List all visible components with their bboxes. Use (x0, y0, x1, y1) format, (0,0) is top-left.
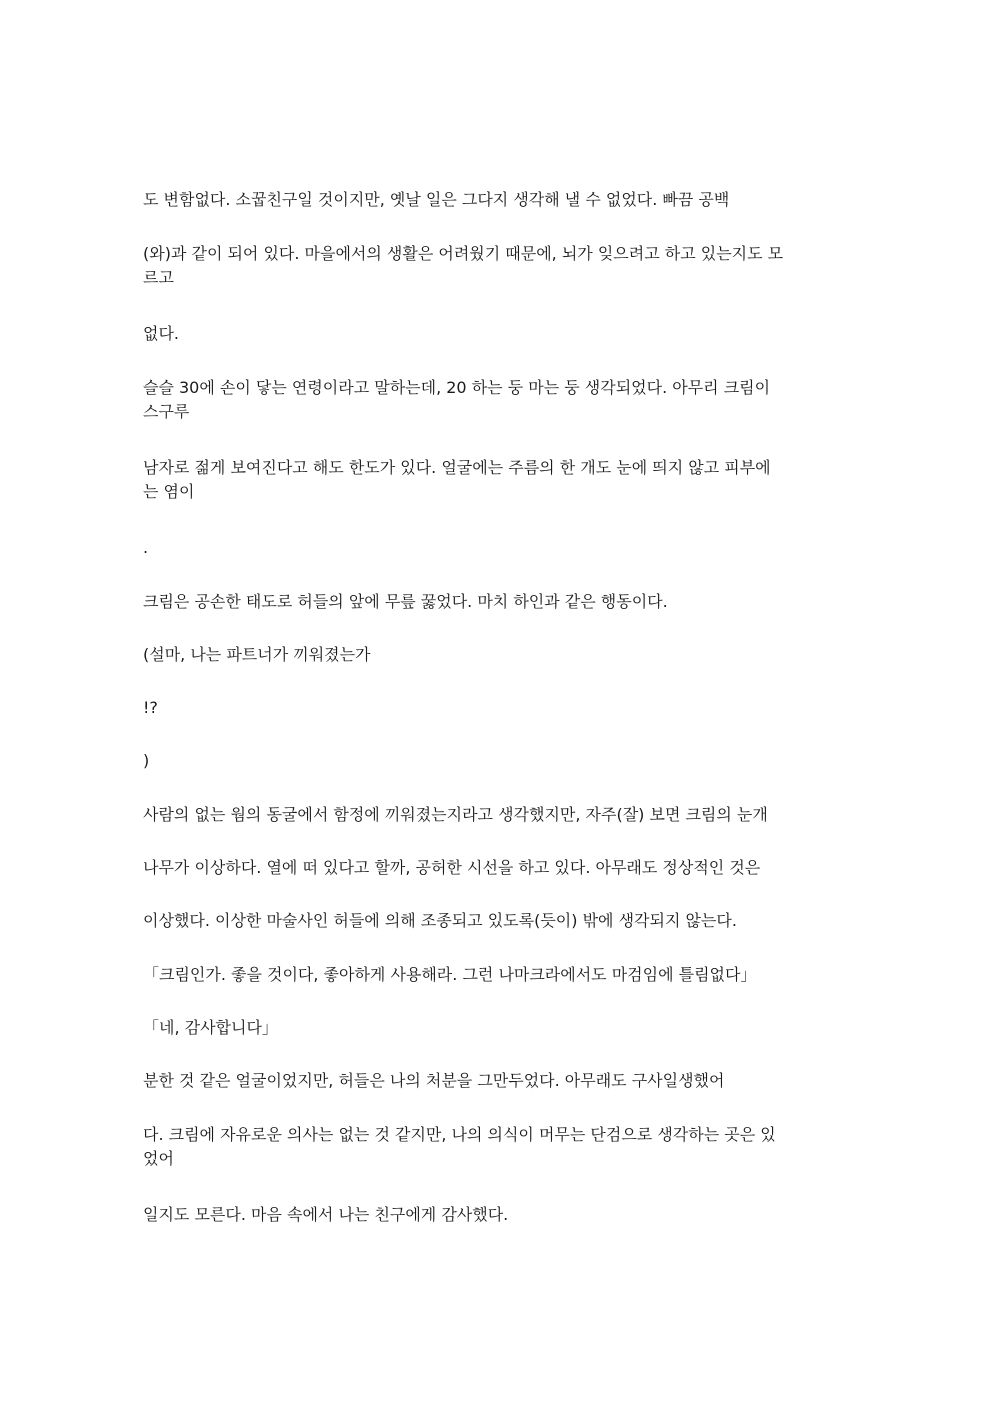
paragraph-9 (143, 696, 855, 720)
paragraph-15-line-1: 「네, 감사합니다」 (143, 1018, 278, 1037)
paragraph-3-line-1: 없다. (143, 324, 179, 343)
paragraph-5-line-1: 남자로 젊게 보여진다고 해도 한도가 있다. 얼굴에는 주름의 한 개도 눈에 띄지 않고 피부에 (143, 458, 771, 477)
paragraph-6 (143, 536, 855, 560)
paragraph-7-line-1: 크림은 공손한 태도로 허들의 앞에 무릎 꿇었다. 마치 하인과 같은 행동이다. (143, 592, 668, 611)
paragraph-8 (143, 643, 855, 667)
paragraph-18 (143, 1203, 855, 1227)
paragraph-2-line-2: 르고 (143, 268, 174, 287)
paragraph-4-line-2: 스구루 (143, 402, 190, 421)
paragraph-2-line-1: (와)과 같이 되어 있다. 마을에서의 생활은 어려웠기 때문에, 뇌가 잊으려고 하고 있는지도 모 (143, 244, 784, 263)
paragraph-15 (143, 1016, 855, 1040)
paragraph-9-line-1: !? (143, 698, 158, 717)
paragraph-4 (143, 376, 855, 424)
paragraph-2 (143, 242, 855, 290)
paragraph-10 (143, 749, 855, 773)
paragraph-1 (143, 188, 855, 212)
paragraph-18-line-1: 일지도 모른다. 마음 속에서 나는 친구에게 감사했다. (143, 1205, 509, 1224)
paragraph-14 (143, 963, 855, 987)
paragraph-3 (143, 322, 855, 346)
paragraph-17-line-1: 다. 크림에 자유로운 의사는 없는 것 같지만, 나의 의식이 머무는 단검으로 생각하는 곳은 있 (143, 1125, 776, 1144)
paragraph-1-line-1: 도 변함없다. 소꿉친구일 것이지만, 옛날 일은 그다지 생각해 낼 수 없었다. 빠끔 공백 (143, 190, 730, 209)
paragraph-13-line-1: 이상했다. 이상한 마술사인 허들에 의해 조종되고 있도록(듯이) 밖에 생각되지 않는다. (143, 911, 737, 930)
paragraph-17-line-2: 었어 (143, 1149, 174, 1168)
paragraph-16-line-1: 분한 것 같은 얼굴이었지만, 허들은 나의 처분을 그만두었다. 아무래도 구사일생했어 (143, 1071, 725, 1090)
paragraph-16 (143, 1069, 855, 1093)
paragraph-13 (143, 909, 855, 933)
paragraph-5 (143, 456, 855, 504)
paragraph-17 (143, 1123, 855, 1171)
paragraph-6-line-1: . (143, 538, 149, 557)
paragraph-7 (143, 590, 855, 614)
paragraph-4-line-1: 슬슬 30에 손이 닿는 연령이라고 말하는데, 20 하는 둥 마는 둥 생각되었다. 아무리 크림이 (143, 378, 771, 397)
paragraph-14-line-1: 「크림인가. 좋을 것이다, 좋아하게 사용해라. 그런 나마크라에서도 마검임에 틀림없다」 (143, 965, 757, 984)
paragraph-12-line-1: 나무가 이상하다. 열에 떠 있다고 할까, 공허한 시선을 하고 있다. 아무래도 정상적인 것은 (143, 858, 761, 877)
paragraph-8-line-1: (설마, 나는 파트너가 끼워졌는가 (143, 645, 371, 664)
paragraph-12 (143, 856, 855, 880)
paragraph-11 (143, 803, 855, 827)
paragraph-11-line-1: 사람의 없는 웜의 동굴에서 함정에 끼워졌는지라고 생각했지만, 자주(잘) 보면 크림의 눈개 (143, 805, 768, 824)
paragraph-10-line-1: ) (143, 751, 150, 770)
paragraph-5-line-2: 는 염이 (143, 482, 195, 501)
